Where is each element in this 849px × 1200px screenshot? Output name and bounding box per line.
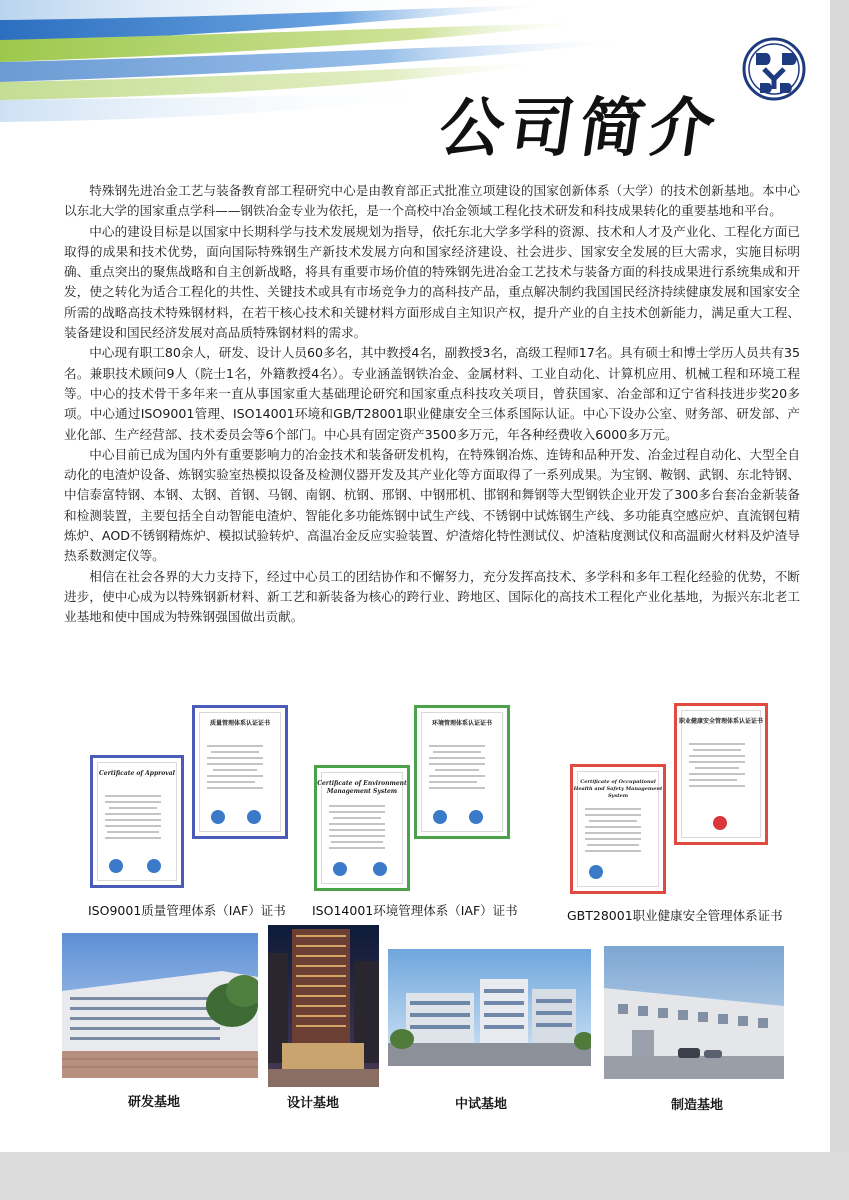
certificate-title: 质量管理体系认证证书 (209, 720, 270, 727)
certificate-text-lines (327, 802, 387, 862)
certificate-seal (433, 810, 447, 824)
certificate-seal (713, 816, 727, 830)
certificate-text-lines (205, 742, 265, 802)
iso9001-caption: ISO9001质量管理体系（IAF）证书 (88, 903, 286, 918)
rd-base-caption: 研发基地 (128, 1095, 181, 1110)
intro-paragraph: 中心目前已成为国内外有重要影响力的冶金技术和装备研发机构，在特殊钢冶炼、连铸和品种开发、冶金过程自动化、大型全自动化的电渣炉设备、炼钢实验室热模拟设备及检测仪器开发及其产业化等方面取得了一系列成果。为宝钢、鞍钢、武钢、东北特钢、中信泰富特钢、本钢、太钢、首钢、马钢、南钢、杭钢、邢钢、中钢邢机、邯钢和舞钢等大型钢铁企业开发了300多台套冶金新装备和检测装置，主要包括全自动智能电渣炉、智能化多功能炼钢中试生产线、不锈钢中试炼钢生产线、多功能真空感应炉、直流钢包精炼炉、AOD不锈钢精炼炉、模拟试验转炉、高温冶金反应实验装置、炉渣熔化特性测试仪、炉渣粘度测试仪和高温耐火材料及炉渣导热系数测定仪等。 (64, 446, 800, 564)
certificate-seal (211, 810, 225, 824)
gbt28001-certificate-front (570, 764, 666, 894)
iso14001-caption: ISO14001环境管理体系（IAF）证书 (312, 903, 518, 918)
certificate-title: 职业健康安全管理体系认证证书 (678, 718, 763, 725)
page-title: 公司简介 (434, 91, 726, 166)
certificate-text-lines (687, 740, 747, 800)
certificate-title: 环境管理体系认证证书 (431, 720, 492, 727)
gbt28001-certificate-back (674, 703, 768, 845)
intro-paragraph: 中心现有职工80余人，研发、设计人员60多名，其中教授4名，副教授3名，高级工程师17名。具有硕士和博士学历人员共有35名。兼职技术顾问9人（院士1名，外籍教授4名）。专业涵盖钢铁冶金、金属材料、工业自动化、计算机应用、机械工程和环境工程等。中心的技术骨干多年来一直从事国家重大基础理论研究和国家重点科技攻关项目，曾获国家、冶金部和辽宁省科技进步奖20多项。中心通过ISO9001管理、ISO14001环境和GB/T28001职业健康安全三体系国际认证。中心下设办公室、财务部、研发部、产业化部、生产经营部、技术委员会等6个部门。中心具有固定资产3500多万元，年各种经费收入6000多万元。 (64, 345, 800, 442)
iso9001-certificate-back (192, 705, 288, 839)
manufacturing-base-caption: 制造基地 (671, 1098, 724, 1113)
intro-paragraph: 中心的建设目标是以国家中长期科学与技术发展规划为指导，依托东北大学多学科的资源、技术和人才及产业化、工程化方面已取得的成果和技术优势，面向国际特殊钢生产新技术发展方向和国家经济建设、社会进步、国家安全发展的巨大需求，实施目标明确、重点突出的聚焦战略和自主创新战略，将具有重要市场价值的特殊钢先进冶金工艺技术与装备方面的科技成果进行系统集成和开发，使之转化为适合工程化的共性、关键技术或具有市场竞争力的高科技产品，重点解决制约我国国民经济持续健康发展和国家安全所需的战略高技术特殊钢材料，在若干核心技术和关键材料方面形成自主知识产权，提升产业的自主技术创新能力，满足重大工程、装备建设和国民经济发展对高品质特殊钢材料的需求。 (64, 223, 800, 341)
certificate-title: Certificate of Approval (99, 770, 175, 777)
design-base-photo (268, 925, 379, 1087)
certificate-title: Certificate of Environment Management System (317, 780, 407, 795)
intro-paragraph: 相信在社会各界的大力支持下，经过中心员工的团结协作和不懈努力，充分发挥高技术、多学科和多年工程化经验的优势，不断进步，使中心成为以特殊钢新材料、新工艺和新装备为核心的跨行业、跨地区、国际化的高技术工程化产业化基地，为振兴东北老工业基地和使中国成为特殊钢强国做出贡献。 (64, 568, 800, 625)
certificate-seal (589, 865, 603, 879)
iso14001-certificate-front (314, 765, 410, 891)
certificate-seal (147, 859, 161, 873)
certificate-seal (333, 862, 347, 876)
certificate-seal (373, 862, 387, 876)
intro-text (64, 181, 800, 628)
certificate-seal (109, 859, 123, 873)
certificate-title: Certificate of Occupational Health and Safety Management System (573, 779, 663, 799)
certificate-seal (469, 810, 483, 824)
manufacturing-base-photo (604, 946, 784, 1079)
rd-base-photo (62, 933, 258, 1078)
iso9001-certificate-front (90, 755, 184, 888)
certificate-text-lines (427, 742, 487, 802)
gbt28001-caption: GBT28001职业健康安全管理体系证书 (567, 908, 783, 923)
intro-paragraph: 特殊钢先进冶金工艺与装备教育部工程研究中心是由教育部正式批准立项建设的国家创新体系（大学）的技术创新基地。本中心以东北大学的国家重点学科——钢铁冶金专业为依托，是一个高校中冶金领域工程化技术研发和科技成果转化的重要基地和平台。 (64, 183, 800, 219)
pilot-base-photo (388, 949, 591, 1066)
certificate-text-lines (583, 801, 643, 861)
pilot-base-caption: 中试基地 (455, 1097, 508, 1112)
certificate-seal (247, 810, 261, 824)
certificate-text-lines (103, 792, 163, 852)
iso14001-certificate-back (414, 705, 510, 839)
design-base-caption: 设计基地 (287, 1096, 340, 1111)
